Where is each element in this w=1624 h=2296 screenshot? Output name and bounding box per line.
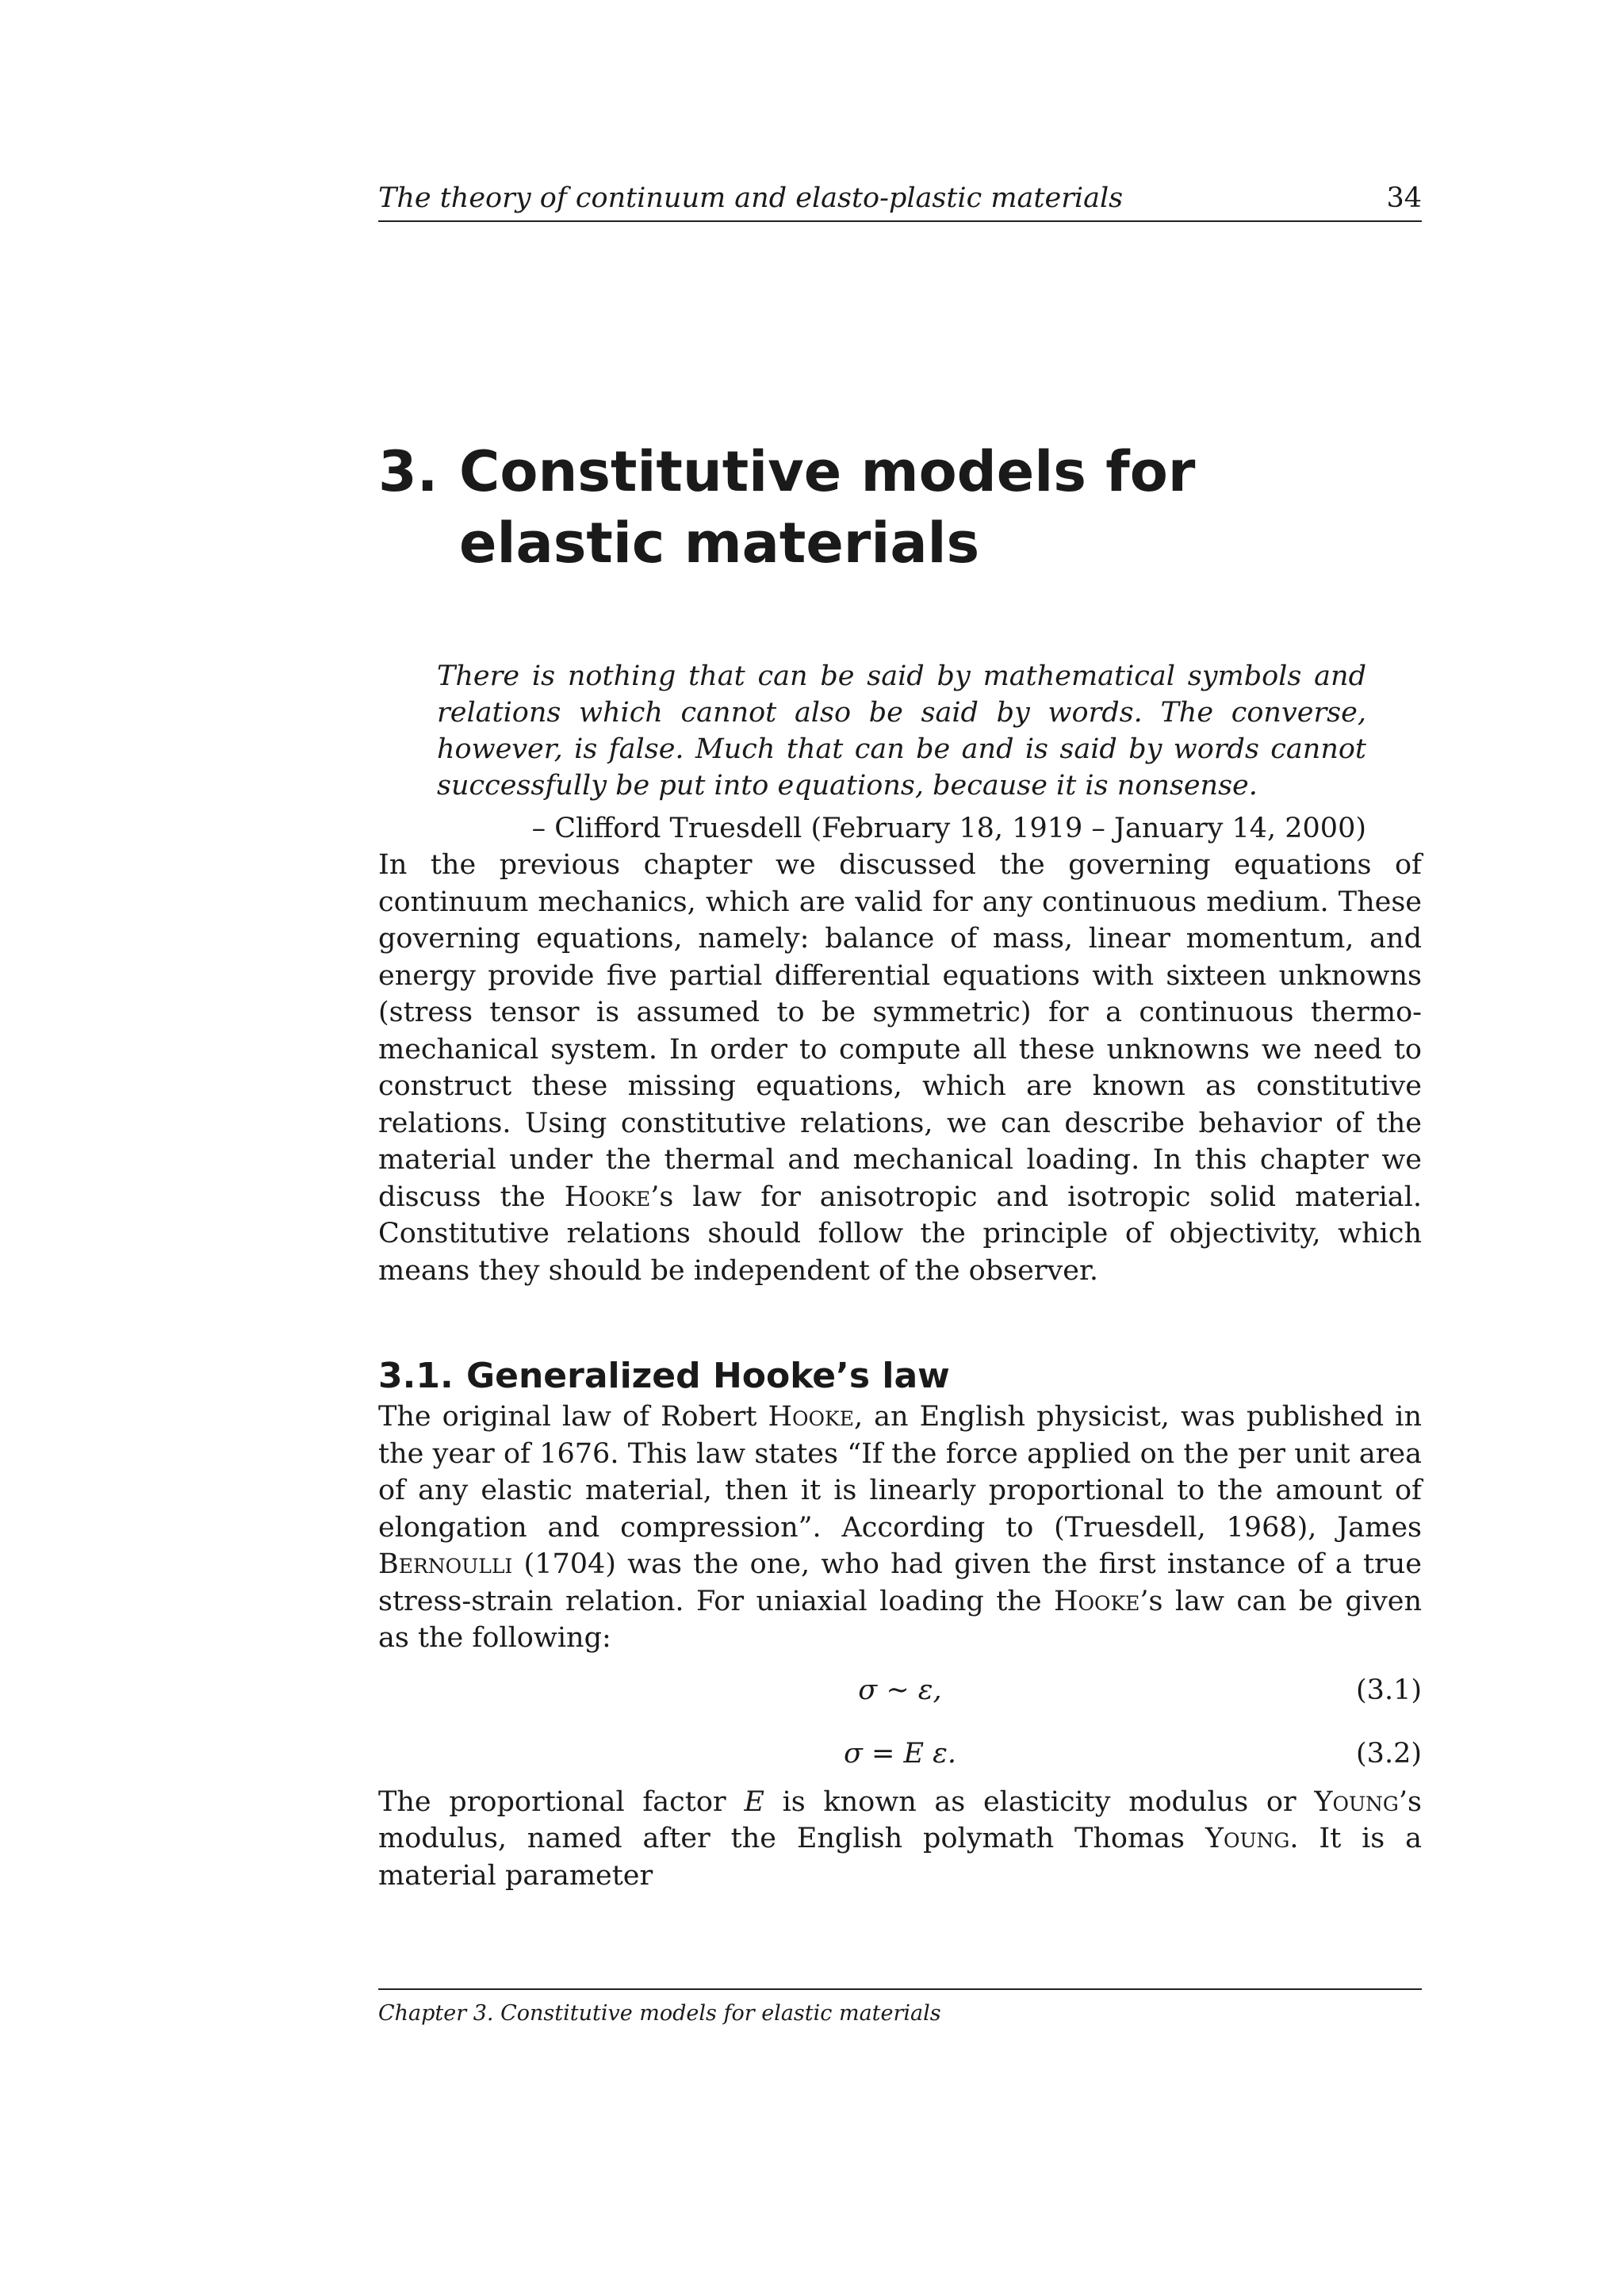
- name-hooke: Hooke: [1053, 1585, 1140, 1617]
- running-head-title: The theory of continuum and elasto-plastic materials: [378, 182, 1124, 214]
- equation-expression: σ = E ε.: [843, 1737, 957, 1770]
- page-number: 34: [1386, 182, 1422, 214]
- name-bernoulli: Bernoulli: [378, 1548, 513, 1580]
- page-content: [378, 181, 1422, 1894]
- after-eq-text-2: is known as elasticity modulus or: [764, 1785, 1315, 1818]
- section-title-text: Generalized Hooke’s law: [466, 1356, 950, 1396]
- name-hooke: Hooke: [564, 1181, 651, 1213]
- running-header: [378, 181, 1422, 222]
- equation-3-2: [378, 1720, 1422, 1784]
- section-text-1: The original law of Robert: [378, 1401, 768, 1433]
- section-text-4: ’s law can be given as the following:: [378, 1585, 1422, 1654]
- chapter-title: [378, 436, 1422, 579]
- chapter-title-text: Constitutive models for elastic materials: [459, 439, 1196, 576]
- intro-text-1: In the previous chapter we discussed the governing equations of continuum mechanics, which are valid for any continuous medium. These governing equations, namely: balance of mass, linear momentum, and energy provide five partial differential equations with sixteen unknowns (stress tensor is assumed to be symmetric) for a continuous thermo-mechanical system. In order to compute all these unknowns we need to construct these missing equations, which are known as constitutive relations. Using constitutive relations, we can describe behavior of the material under the thermal and mechanical loading. In this chapter we discuss the: [378, 849, 1422, 1213]
- after-equation-paragraph: [378, 1784, 1422, 1895]
- name-young: Young: [1314, 1785, 1399, 1818]
- after-eq-text-3: ’s modulus, named after the English polymath Thomas: [378, 1785, 1422, 1854]
- intro-paragraph: [378, 847, 1422, 1289]
- intro-text-2: ’s law for anisotropic and isotropic solid material. Constitutive relations should follow the principle of objectivity, which means they should be independent of the observer.: [378, 1181, 1422, 1287]
- symbol-e: E: [744, 1785, 764, 1818]
- name-young: Young: [1205, 1823, 1290, 1854]
- section-number: 3.1.: [378, 1356, 454, 1396]
- equation-number: (3.2): [1356, 1737, 1422, 1770]
- section-text-2: , an English physicist, was published in the year of 1676. This law states “If the force applied on the per unit area of any elastic material, then it is linearly proportional to the amount of elongation and compression”. According to (Truesdell, 1968), James: [378, 1401, 1422, 1544]
- section-paragraph: [378, 1399, 1422, 1657]
- after-eq-text-1: The proportional factor: [378, 1785, 745, 1818]
- chapter-number: 3.: [378, 439, 439, 504]
- running-footer: Chapter 3. Constitutive models for elastic materials: [378, 1988, 1422, 2026]
- section-heading: [378, 1354, 1422, 1399]
- epigraph-quote: There is nothing that can be said by mathematical symbols and relations which cannot also be said by words. The converse, however, is false. Much that can be and is said by words cannot successfully be put into equations, because it is nonsense.: [437, 660, 1366, 802]
- equation-3-1: [378, 1657, 1422, 1720]
- after-eq-text-4: . It is a material parameter: [378, 1823, 1422, 1892]
- section-text-3: (1704) was the one, who had given the first instance of a true stress-strain relation. For uniaxial loading the: [378, 1548, 1422, 1617]
- equation-number: (3.1): [1356, 1674, 1422, 1706]
- epigraph-attribution: – Clifford Truesdell (February 18, 1919 – January 14, 2000): [531, 813, 1366, 844]
- name-hooke: Hooke: [768, 1401, 854, 1433]
- equation-expression: σ ∼ ε,: [858, 1674, 942, 1706]
